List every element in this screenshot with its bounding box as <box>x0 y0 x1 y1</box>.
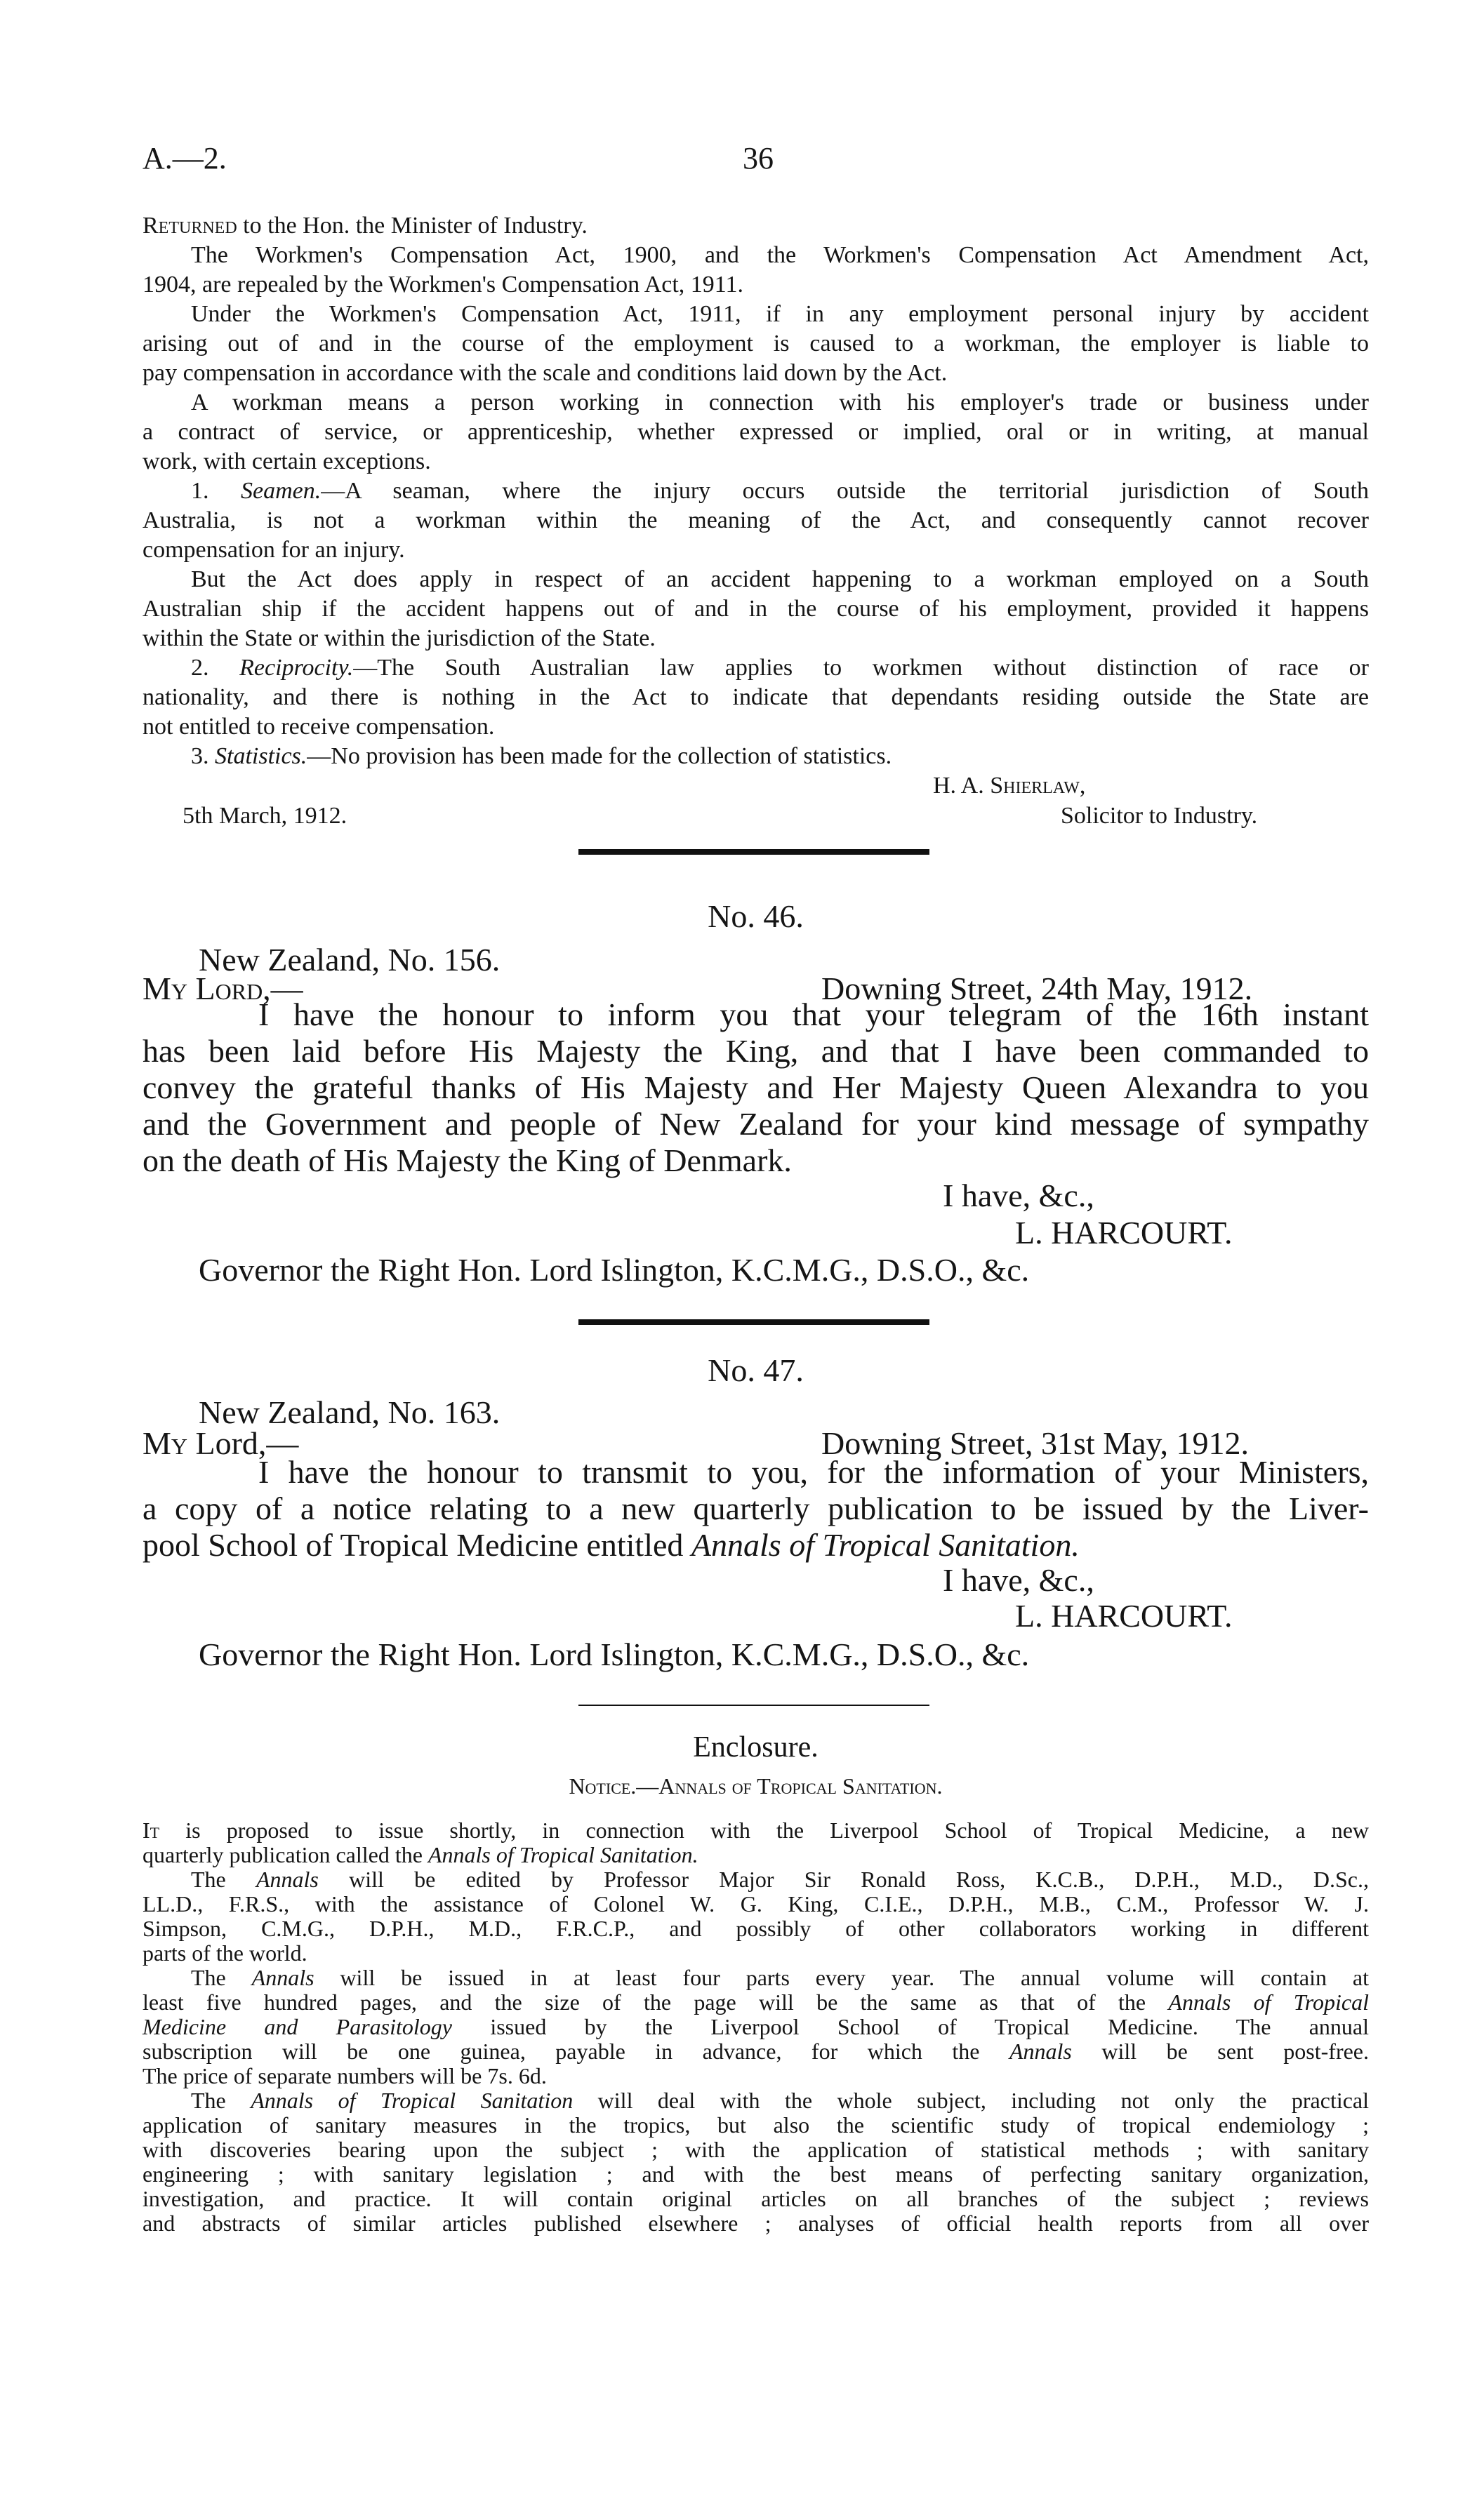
text-run: Simpson, C.M.G., D.P.H., M.D., F.R.C.P., and possibly of other collaborators working in different <box>143 1916 1369 1941</box>
letter-body <box>143 1454 1369 1564</box>
memo-date: 5th March, 1912. <box>183 803 347 829</box>
text-line <box>143 1966 1369 1990</box>
text-line <box>143 2015 1369 2039</box>
text-run: work, with certain exceptions. <box>143 448 431 474</box>
text-line <box>143 1069 1369 1106</box>
text-run: to the Hon. the Minister of Industry. <box>237 213 588 239</box>
letter-body <box>143 996 1369 1179</box>
text-line <box>143 359 1369 388</box>
section-divider <box>578 1319 929 1325</box>
text-run: 1904, are repealed by the Workmen's Compensation Act, 1911. <box>143 272 744 298</box>
italic-text-run: Annals of Tropical Sanitation <box>251 2088 574 2113</box>
text-run: convey the grateful thanks of His Majesty and Her Majesty Queen Alexandra to you <box>143 1069 1369 1105</box>
text-line <box>143 1142 1369 1179</box>
text-run: on the death of His Majesty the King of Denmark. <box>143 1142 792 1178</box>
text-line <box>143 2113 1369 2138</box>
text-run: is proposed to issue shortly, in connection with the Liverpool School of Tropical Medicine, a new <box>159 1818 1369 1843</box>
text-line <box>143 594 1369 624</box>
text-run: a copy of a notice relating to a new quarterly publication to be issued by the Liver- <box>143 1491 1369 1526</box>
italic-text-run: Medicine and Parasitology <box>143 2014 453 2039</box>
text-line <box>143 2138 1369 2162</box>
text-line <box>143 300 1369 329</box>
italic-text-run: Statistics. <box>215 743 307 769</box>
text-line <box>143 2088 1369 2113</box>
salutation-small-caps: My <box>143 1425 188 1461</box>
enclosure-divider <box>578 1705 929 1706</box>
text-line <box>143 1106 1369 1142</box>
memo-signatory-title: Solicitor to Industry. <box>1061 803 1258 829</box>
text-run: compensation for an injury. <box>143 537 405 563</box>
text-run: —A seaman, where the injury occurs outside the territorial jurisdiction of South <box>321 478 1370 504</box>
text-run: LL.D., F.R.S., with the assistance of Colonel W. G. King, C.I.E., D.P.H., M.B., C.M., Professor W. J. <box>143 1891 1369 1916</box>
text-line <box>143 1941 1369 1966</box>
text-line <box>143 1527 1369 1564</box>
page-number: 36 <box>743 141 774 175</box>
text-line <box>143 742 1369 771</box>
italic-text-run: Annals of Tropical Sanitation. <box>428 1842 698 1867</box>
salutation-rest: Lord,— <box>187 1425 299 1461</box>
text-run: will be sent post-free. <box>1071 2039 1370 2064</box>
letter-number: No. 47. <box>708 1352 804 1388</box>
text-run: The Workmen's Compensation Act, 1900, and the Workmen's Compensation Act Amendment Act, <box>191 242 1369 268</box>
text-run: arising out of and in the course of the employment is caused to a workman, the employer is liable to <box>143 331 1369 356</box>
text-line <box>143 2211 1369 2236</box>
text-line <box>143 653 1369 683</box>
enclosure-heading: Notice.—Annals of Tropical Sanitation. <box>569 1773 943 1799</box>
text-run: 3. <box>191 743 215 769</box>
italic-text-run: Annals <box>256 1867 319 1892</box>
text-line <box>143 1867 1369 1892</box>
text-run: a contract of service, or apprenticeship, whether expressed or implied, oral or in writing, at manual <box>143 419 1369 445</box>
text-line <box>143 418 1369 447</box>
italic-text-run: Annals <box>251 1965 314 1990</box>
text-line <box>143 1033 1369 1069</box>
small-caps-text-run: Returned <box>143 213 237 239</box>
text-run: application of sanitary measures in the tropics, but also the scientific study of tropical endemiology ; <box>143 2112 1369 2138</box>
text-line <box>143 2064 1369 2088</box>
text-run: I have the honour to transmit to you, for the information of your Ministers, <box>258 1454 1369 1490</box>
text-line <box>143 2187 1369 2211</box>
text-line <box>143 1818 1369 1843</box>
closing: I have, &c., <box>943 1178 1094 1213</box>
letter-reference: New Zealand, No. 156. <box>199 942 501 978</box>
signatory-initials: H. A. <box>933 773 991 799</box>
text-run: and abstracts of similar articles published elsewhere ; analyses of official health reports from all over <box>143 2211 1369 2236</box>
text-run: parts of the world. <box>143 1940 307 1966</box>
text-run: nationality, and there is nothing in the Act to indicate that dependants residing outside the State are <box>143 684 1369 710</box>
memo-signatory <box>933 771 1085 801</box>
text-line <box>143 476 1369 506</box>
letter-number: No. 46. <box>708 898 804 934</box>
small-caps-text-run: It <box>143 1818 160 1843</box>
text-run: pay compensation in accordance with the scale and conditions laid down by the Act. <box>143 360 948 386</box>
italic-text-run: Annals of Tropical <box>1168 1989 1370 2015</box>
text-line <box>143 1843 1369 1867</box>
enclosure-body <box>143 1818 1369 2236</box>
text-run: and the Government and people of New Zealand for your kind message of sympathy <box>143 1106 1369 1142</box>
text-run: will be issued in at least four parts every year. The annual volume will contain at <box>314 1965 1370 1990</box>
text-run: subscription will be one guinea, payable in advance, for which the <box>143 2039 1009 2064</box>
text-run: The <box>191 1965 252 1990</box>
text-run: not entitled to receive compensation. <box>143 714 495 740</box>
text-run: I have the honour to inform you that your telegram of the 16th instant <box>258 996 1369 1032</box>
text-line <box>143 388 1369 418</box>
italic-text-run: Reciprocity. <box>239 655 354 681</box>
letter-reference: New Zealand, No. 163. <box>199 1394 501 1430</box>
text-line <box>143 683 1369 712</box>
text-run: A workman means a person working in connection with his employer's trade or business under <box>191 389 1369 415</box>
text-run: 1. <box>191 478 241 504</box>
text-line <box>143 329 1369 359</box>
text-line <box>143 447 1369 476</box>
text-line <box>143 1491 1369 1527</box>
text-line <box>143 624 1369 653</box>
enclosure-title: Enclosure. <box>693 1731 819 1764</box>
text-line <box>143 211 1369 241</box>
addressee: Governor the Right Hon. Lord Islington, K.C.M.G., D.S.O., &c. <box>199 1252 1030 1288</box>
text-run: —The South Australian law applies to workmen without distinction of race or <box>353 655 1369 681</box>
document-series-label: A.—2. <box>143 141 227 175</box>
text-run: 2. <box>191 655 240 681</box>
text-run: least five hundred pages, and the size of the page will be the same as that of the <box>143 1989 1169 2015</box>
text-line <box>143 565 1369 594</box>
addressee: Governor the Right Hon. Lord Islington, K.C.M.G., D.S.O., &c. <box>199 1636 1030 1672</box>
text-line <box>143 506 1369 535</box>
section-divider <box>578 849 929 855</box>
text-run: investigation, and practice. It will contain original articles on all branches of the subject ; reviews <box>143 2186 1369 2211</box>
closing: I have, &c., <box>943 1562 1094 1598</box>
text-line <box>143 712 1369 742</box>
text-run: —No provision has been made for the collection of statistics. <box>307 743 892 769</box>
text-line <box>143 1916 1369 1941</box>
italic-text-run: Seamen. <box>241 478 322 504</box>
text-line <box>143 535 1369 565</box>
text-line <box>143 241 1369 270</box>
text-run: But the Act does apply in respect of an accident happening to a workman employed on a South <box>191 566 1369 592</box>
text-run: The <box>191 1867 256 1892</box>
text-line <box>143 996 1369 1033</box>
address-date: Downing Street, 24th May, 1912. <box>821 971 1253 1006</box>
text-line <box>143 1990 1369 2015</box>
salutation: My Lord,— <box>143 971 303 1006</box>
text-line <box>143 270 1369 300</box>
italic-text-run: Annals of Tropical Sanitation. <box>691 1527 1080 1563</box>
text-run: issued by the Liverpool School of Tropical Medicine. The annual <box>452 2014 1370 2039</box>
text-run: engineering ; with sanitary legislation ; and with the best means of perfecting sanitary organization, <box>143 2161 1369 2187</box>
text-line <box>143 1892 1369 1916</box>
signature: L. HARCOURT. <box>1015 1598 1233 1634</box>
text-run: has been laid before His Majesty the King, and that I have been commanded to <box>143 1033 1369 1069</box>
text-run: with discoveries bearing upon the subject ; with the application of statistical methods ; with sanitary <box>143 2137 1369 2162</box>
signature: L. HARCOURT. <box>1015 1215 1233 1251</box>
text-run: Australian ship if the accident happens out of and in the course of his employment, provided it happens <box>143 596 1369 622</box>
text-run: within the State or within the jurisdiction of the State. <box>143 625 656 651</box>
text-run: pool School of Tropical Medicine entitled <box>143 1527 691 1563</box>
text-run: Under the Workmen's Compensation Act, 1911, if in any employment personal injury by accident <box>191 301 1369 327</box>
text-run: Australia, is not a workman within the meaning of the Act, and consequently cannot recover <box>143 507 1369 533</box>
text-run: The <box>191 2088 251 2113</box>
text-line <box>143 2039 1369 2064</box>
text-run: The price of separate numbers will be 7s. 6d. <box>143 2063 547 2088</box>
address-date: Downing Street, 31st May, 1912. <box>821 1425 1250 1461</box>
signatory-name: Shierlaw, <box>990 773 1086 799</box>
memo-body <box>143 211 1369 771</box>
text-run: quarterly publication called the <box>143 1842 428 1867</box>
italic-text-run: Annals <box>1009 2039 1072 2064</box>
text-line <box>143 1454 1369 1491</box>
text-run: will be edited by Professor Major Sir Ronald Ross, K.C.B., D.P.H., M.D., D.Sc., <box>318 1867 1370 1892</box>
text-run: will deal with the whole subject, including not only the practical <box>573 2088 1370 2113</box>
text-line <box>143 2162 1369 2187</box>
